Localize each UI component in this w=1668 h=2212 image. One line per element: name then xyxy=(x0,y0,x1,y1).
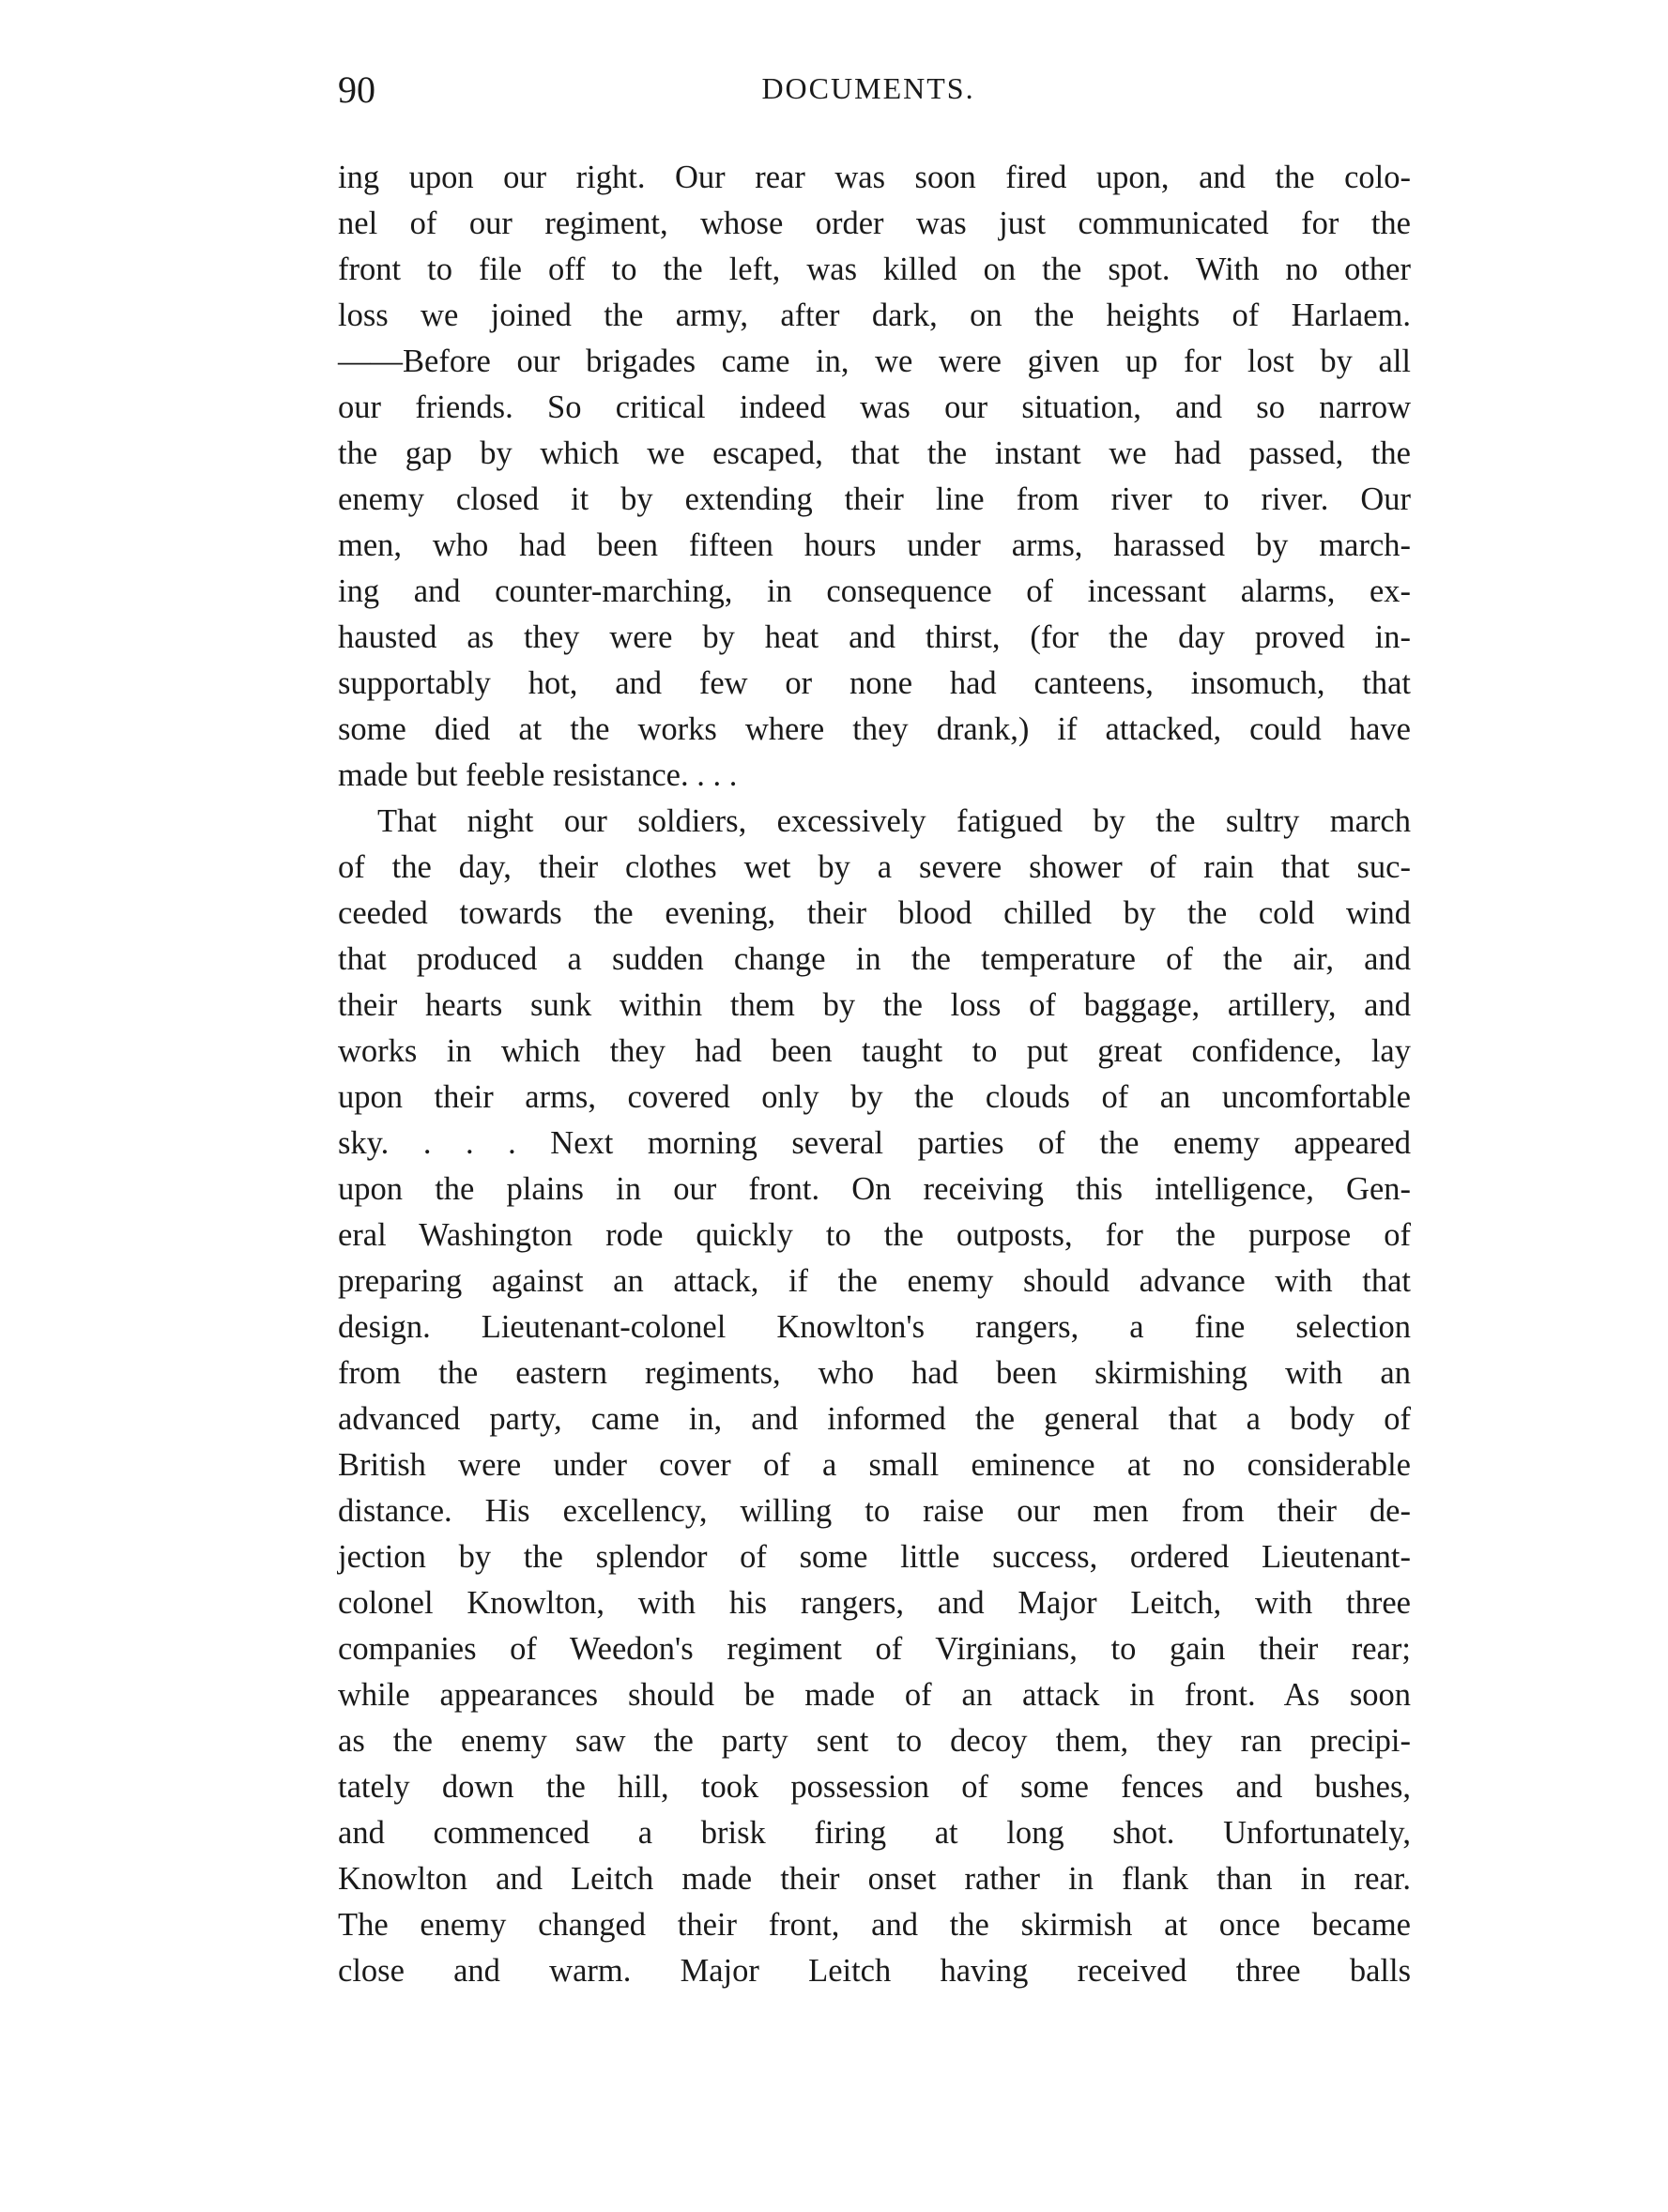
text-line: while appearances should be made of an attack in front. As soon xyxy=(338,1677,1411,1713)
text-line: That night our soldiers, excessively fatigued by the sultry march xyxy=(377,803,1411,839)
text-line: ing and counter-marching, in consequence of incessant alarms, ex- xyxy=(338,573,1411,609)
text-line: ing upon our right. Our rear was soon fired upon, and the colo- xyxy=(338,160,1411,195)
text-line: advanced party, came in, and informed the general that a body of xyxy=(338,1401,1411,1437)
text-line: from the eastern regiments, who had been skirmishing with an xyxy=(338,1355,1411,1391)
text-line: ceeded towards the evening, their blood chilled by the cold wind xyxy=(338,895,1411,931)
text-line: eral Washington rode quickly to the outposts, for the purpose of xyxy=(338,1217,1411,1253)
text-line: works in which they had been taught to put great confidence, lay xyxy=(338,1033,1411,1069)
text-line: their hearts sunk within them by the loss of baggage, artillery, and xyxy=(338,987,1411,1023)
text-line: that produced a sudden change in the temperature of the air, and xyxy=(338,941,1411,977)
text-line: enemy closed it by extending their line from river to river. Our xyxy=(338,481,1411,517)
text-line: upon their arms, covered only by the clouds of an uncomfortable xyxy=(338,1079,1411,1115)
text-line: loss we joined the army, after dark, on the heights of Harlaem. xyxy=(338,297,1411,333)
page-number: 90 xyxy=(338,69,375,111)
text-line: of the day, their clothes wet by a severe shower of rain that suc- xyxy=(338,849,1411,885)
text-line: close and warm. Major Leitch having received three balls xyxy=(338,1953,1411,1989)
text-line: distance. His excellency, willing to raise our men from their de- xyxy=(338,1493,1411,1529)
text-line: ——Before our brigades came in, we were given up for lost by all xyxy=(338,343,1411,379)
text-line: nel of our regiment, whose order was just communicated for the xyxy=(338,206,1411,241)
text-line: British were under cover of a small eminence at no considerable xyxy=(338,1447,1411,1483)
text-line: the gap by which we escaped, that the instant we had passed, the xyxy=(338,435,1411,471)
text-line: and commenced a brisk firing at long shot. Unfortunately, xyxy=(338,1815,1411,1851)
text-line: supportably hot, and few or none had canteens, insomuch, that xyxy=(338,665,1411,701)
body-text xyxy=(338,155,1411,1994)
text-line: men, who had been fifteen hours under arms, harassed by march- xyxy=(338,527,1411,563)
text-line: front to file off to the left, was killed on the spot. With no other xyxy=(338,252,1411,287)
text-line: colonel Knowlton, with his rangers, and Major Leitch, with three xyxy=(338,1585,1411,1621)
text-line: as the enemy saw the party sent to decoy them, they ran precipi- xyxy=(338,1723,1411,1759)
text-line: design. Lieutenant-colonel Knowlton's rangers, a fine selection xyxy=(338,1309,1411,1345)
text-line: our friends. So critical indeed was our situation, and so narrow xyxy=(338,389,1411,425)
text-line: made but feeble resistance. . . . xyxy=(338,757,738,793)
text-line: The enemy changed their front, and the skirmish at once became xyxy=(338,1907,1411,1943)
text-line: hausted as they were by heat and thirst, (for the day proved in- xyxy=(338,619,1411,655)
text-line: upon the plains in our front. On receiving this intelligence, Gen- xyxy=(338,1171,1411,1207)
text-line: some died at the works where they drank,) if attacked, could have xyxy=(338,711,1411,747)
text-line: Knowlton and Leitch made their onset rather in flank than in rear. xyxy=(338,1861,1411,1897)
text-line: tately down the hill, took possession of some fences and bushes, xyxy=(338,1769,1411,1805)
running-title: DOCUMENTS. xyxy=(761,71,975,105)
text-line: preparing against an attack, if the enemy should advance with that xyxy=(338,1263,1411,1299)
text-line: sky. . . . Next morning several parties of the enemy appeared xyxy=(338,1125,1411,1161)
text-line: companies of Weedon's regiment of Virginians, to gain their rear; xyxy=(338,1631,1411,1667)
text-line: jection by the splendor of some little success, ordered Lieutenant- xyxy=(338,1539,1411,1575)
